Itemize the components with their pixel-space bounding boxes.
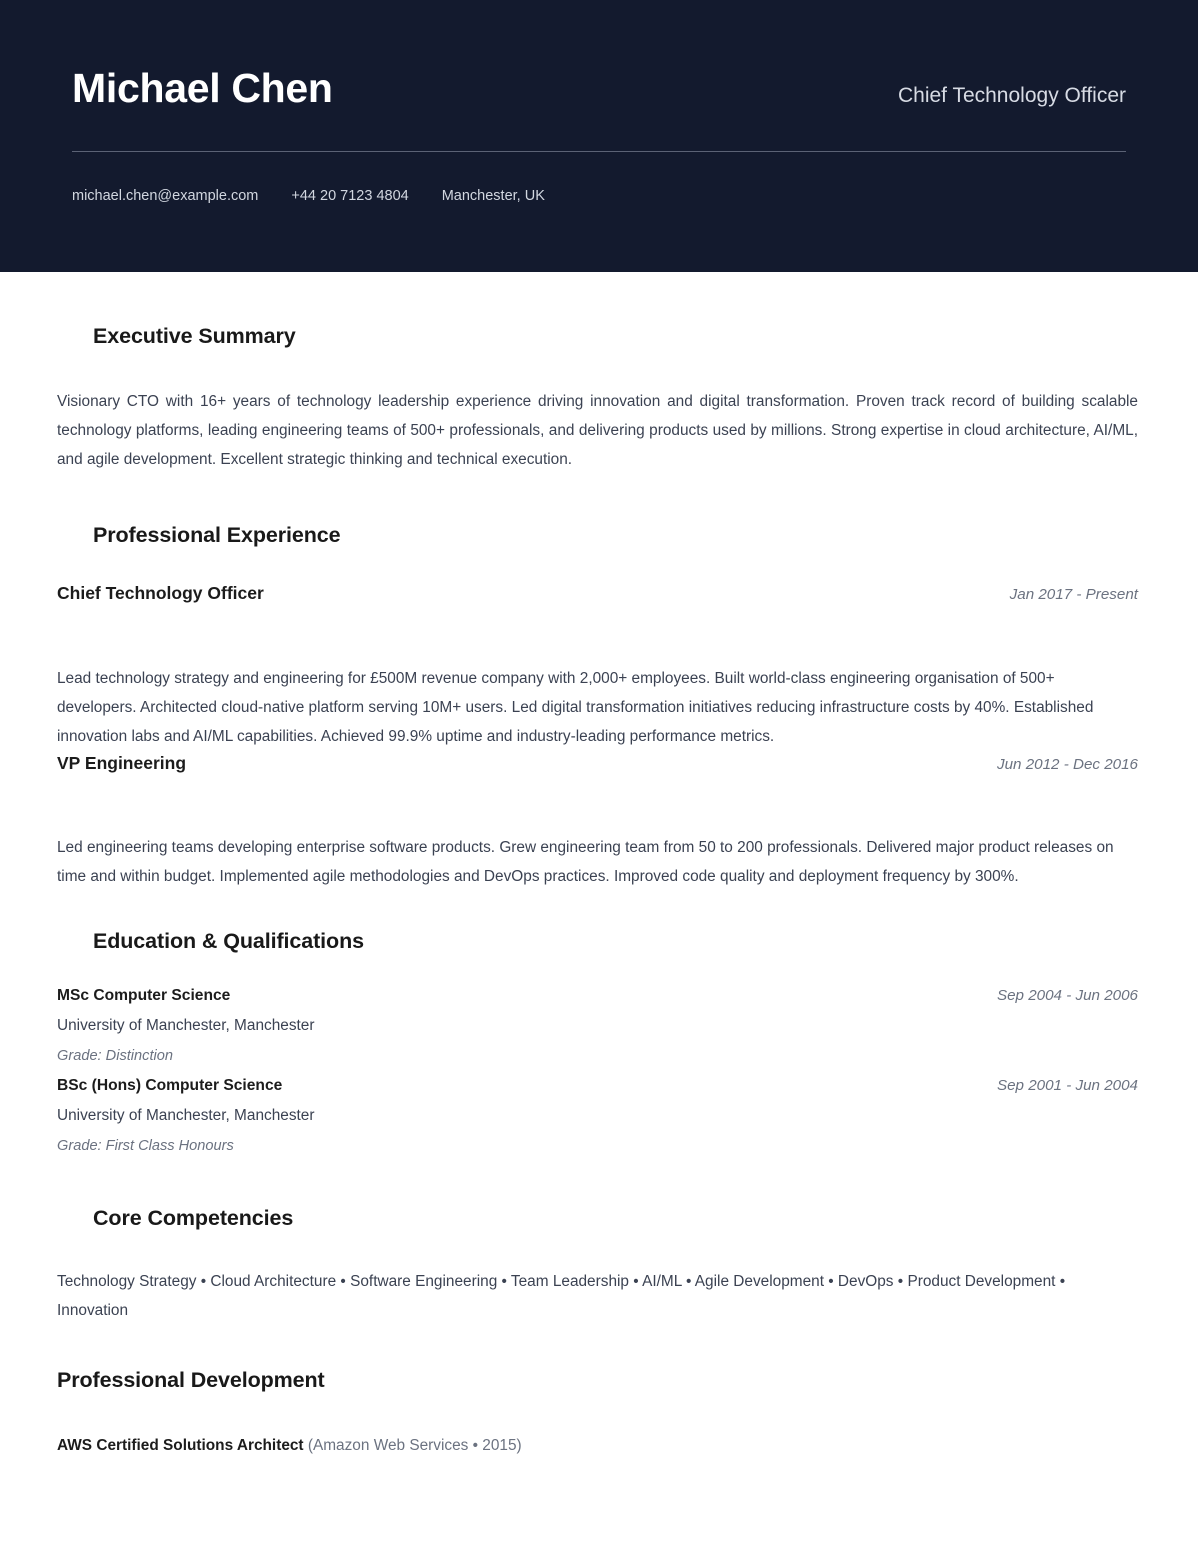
candidate-name: Michael Chen bbox=[72, 65, 333, 111]
section-core-competencies bbox=[57, 1161, 1138, 1325]
header-top-row bbox=[72, 0, 1126, 113]
section-title-executive-summary: Executive Summary bbox=[93, 324, 296, 348]
section-education bbox=[57, 891, 1138, 1161]
certification-detail: (Amazon Web Services • 2015) bbox=[303, 1437, 522, 1454]
executive-summary-text: Visionary CTO with 16+ years of technology leadership experience driving innovation and digital transformation. Proven track record of building scalable technology platforms, leading engineering teams of 500+ professionals, and delivering products used by millions. Strong expertise in cloud architecture, AI/ML, and agile development. Excellent strategic thinking and technical execution. bbox=[57, 393, 1138, 468]
education-degree: BSc (Hons) Computer Science bbox=[57, 1077, 283, 1094]
candidate-role: Chief Technology Officer bbox=[897, 84, 1126, 107]
section-executive-summary bbox=[57, 272, 1138, 474]
section-title-professional-experience: Professional Experience bbox=[93, 523, 341, 547]
header-divider bbox=[72, 151, 1126, 152]
education-entry bbox=[57, 1071, 1138, 1161]
section-title-professional-development: Professional Development bbox=[57, 1368, 325, 1392]
section-title-core-competencies: Core Competencies bbox=[93, 1206, 294, 1230]
section-professional-development bbox=[57, 1325, 1138, 1460]
experience-job-title: VP Engineering bbox=[57, 752, 187, 773]
section-professional-experience bbox=[57, 474, 1138, 891]
experience-entry bbox=[57, 751, 1138, 892]
education-date: Sep 2004 - Jun 2006 bbox=[996, 987, 1138, 1004]
experience-entry-header bbox=[57, 751, 1138, 776]
contact-location: Manchester, UK bbox=[441, 188, 545, 205]
experience-entry-header bbox=[57, 581, 1138, 606]
education-grade: Grade: First Class Honours bbox=[57, 1138, 234, 1154]
experience-entry bbox=[57, 548, 1138, 751]
contact-email[interactable]: michael.chen@example.com bbox=[72, 188, 259, 205]
resume-header bbox=[0, 0, 1198, 272]
experience-description: Led engineering teams developing enterprise software products. Grew engineering team from 50 to 200 professionals. Delivered major product releases on time and within budget. Implemented agile methodologies and DevOps practices. Improved code quality and deployment frequency by 300%. bbox=[57, 839, 1114, 885]
experience-job-date: Jan 2017 - Present bbox=[1009, 586, 1138, 603]
experience-job-date: Jun 2012 - Dec 2016 bbox=[996, 755, 1138, 773]
resume-body bbox=[0, 272, 1198, 1460]
core-competencies-text: Technology Strategy • Cloud Architecture • Software Engineering • Team Leadership • AI/ML • Agile Development • DevOps • Product Development • Innovation bbox=[57, 1273, 1066, 1319]
education-degree: MSc Computer Science bbox=[57, 987, 231, 1004]
experience-description: Lead technology strategy and engineering for £500M revenue company with 2,000+ employees. Built world-class engineering organisation of 500+ developers. Architected cloud-native platform serving 10M+ users. Led digital transformation initiatives reducing infrastructure costs by 40%. Established innovation labs and AI/ML capabilities. Achieved 99.9% uptime and industry-leading performance metrics. bbox=[57, 669, 1094, 745]
experience-job-title: Chief Technology Officer bbox=[57, 583, 264, 603]
education-entry bbox=[57, 954, 1138, 1071]
experience-organisation bbox=[57, 606, 1138, 635]
certification-item bbox=[57, 1393, 1138, 1460]
experience-organisation bbox=[57, 775, 1138, 804]
contact-phone[interactable]: +44 20 7123 4804 bbox=[291, 188, 409, 205]
section-title-education: Education & Qualifications bbox=[93, 929, 364, 953]
contact-row bbox=[72, 188, 1126, 204]
certification-name: AWS Certified Solutions Architect bbox=[57, 1437, 304, 1454]
education-grade: Grade: Distinction bbox=[57, 1048, 173, 1064]
education-date: Sep 2001 - Jun 2004 bbox=[996, 1077, 1138, 1094]
education-school: University of Manchester, Manchester bbox=[57, 1017, 315, 1034]
education-entry-header bbox=[57, 1071, 1138, 1101]
education-entry-header bbox=[57, 981, 1138, 1011]
education-school: University of Manchester, Manchester bbox=[57, 1107, 315, 1124]
